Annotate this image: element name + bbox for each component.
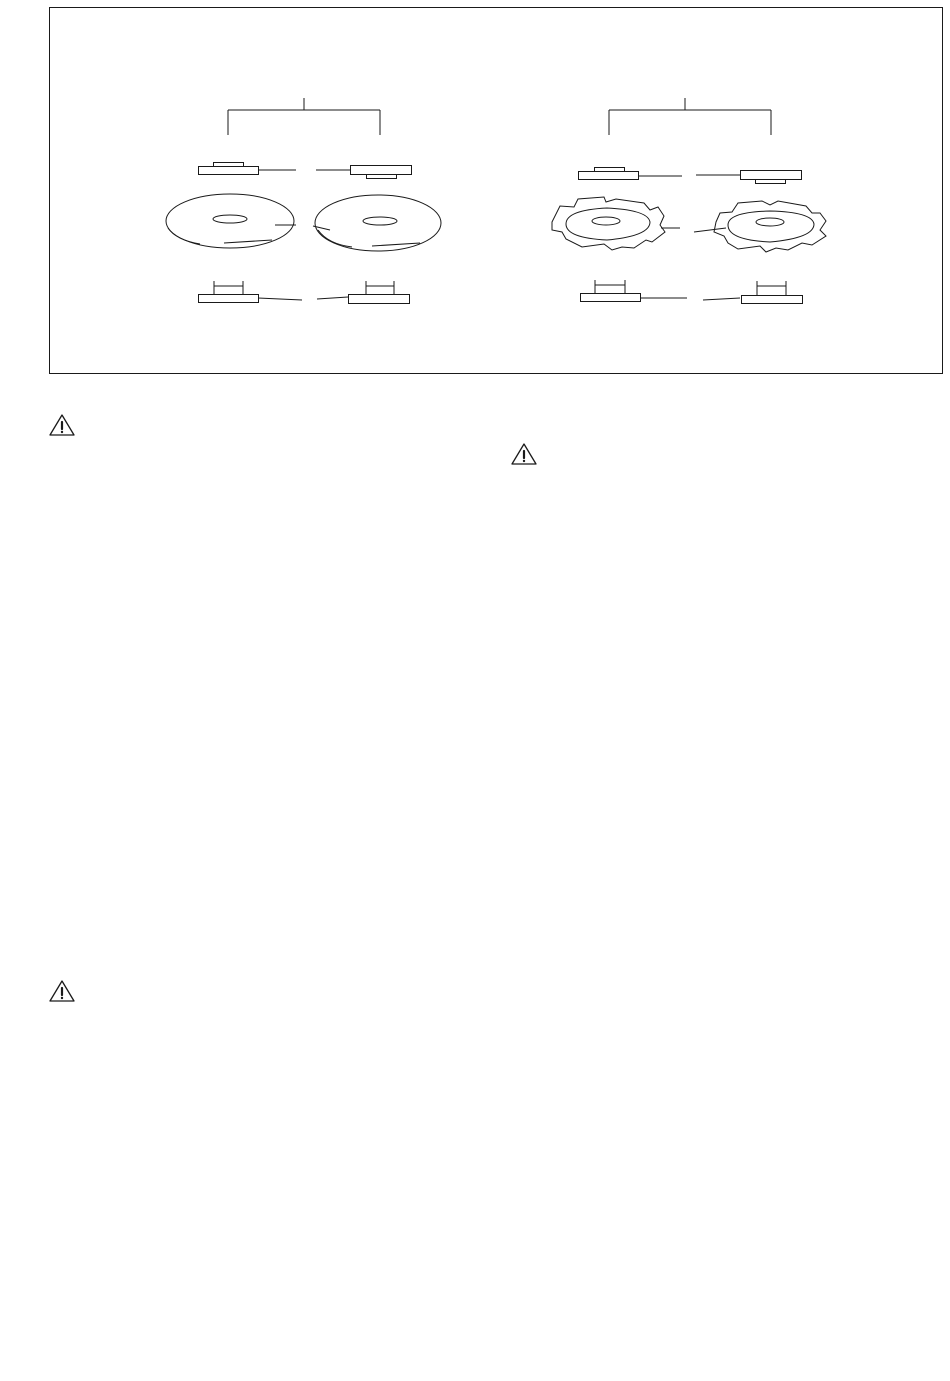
wheel-flange-diagram <box>0 0 950 380</box>
right-bracket <box>609 98 771 135</box>
right-bottom-flange-1 <box>581 280 688 302</box>
right-top-flange-raised <box>579 168 683 180</box>
left-disc-1 <box>166 194 296 248</box>
left-top-flange-raised <box>199 163 297 175</box>
warning-triangle-icon <box>48 413 76 437</box>
left-top-flange-recessed <box>316 166 412 179</box>
left-bracket <box>228 98 380 135</box>
warning-triangle-icon <box>510 442 538 466</box>
right-disc-1 <box>552 197 680 250</box>
diagram-frame <box>50 8 943 374</box>
left-bottom-flange-2 <box>317 281 410 304</box>
left-bottom-flange-1 <box>199 281 303 303</box>
right-disc-2 <box>694 201 826 252</box>
left-disc-2 <box>313 195 441 251</box>
right-top-flange-recessed <box>696 171 802 184</box>
right-bottom-flange-2 <box>703 281 803 304</box>
warning-triangle-icon <box>48 979 76 1003</box>
